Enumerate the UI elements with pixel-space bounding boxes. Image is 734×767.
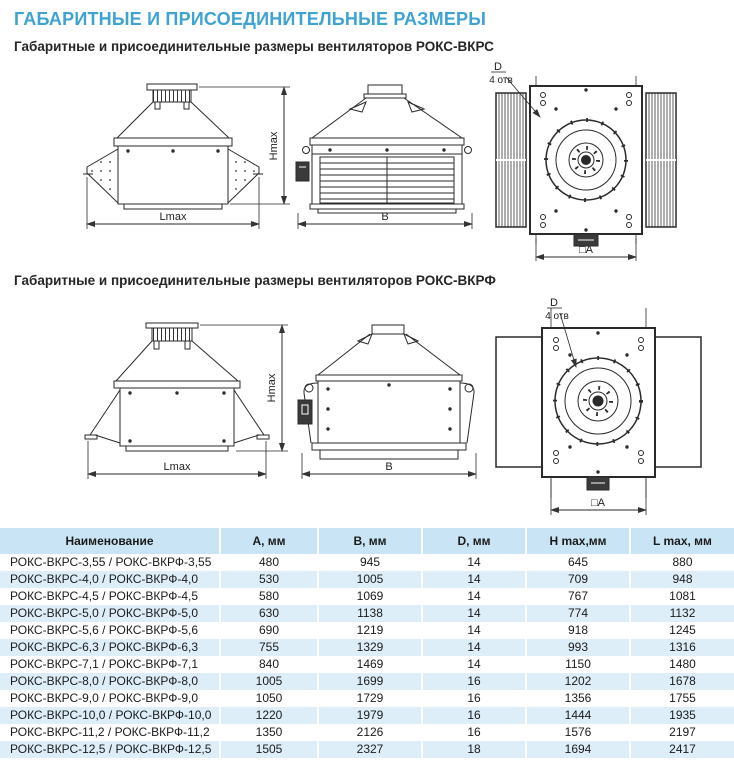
value-cell: 1050 (220, 690, 318, 707)
vkrf-hmax-label: Hmax (266, 373, 278, 403)
vkrs-drawings (0, 61, 734, 269)
value-cell: 16 (422, 690, 526, 707)
value-cell: 709 (526, 571, 630, 588)
value-cell: 14 (422, 639, 526, 656)
header-d: D, мм (422, 528, 526, 554)
model-name-cell: РОКС-ВКРС-8,0 / РОКС-ВКРФ-8,0 (0, 673, 220, 690)
value-cell: 1576 (526, 724, 630, 741)
value-cell: 14 (422, 554, 526, 571)
value-cell: 14 (422, 622, 526, 639)
vkrs-lmax-label: Lmax (159, 211, 187, 223)
value-cell: 1979 (318, 707, 422, 724)
table-row (0, 673, 734, 690)
value-cell: 755 (220, 639, 318, 656)
value-cell: 1219 (318, 622, 422, 639)
value-cell: 2417 (630, 741, 734, 758)
table-header-row (0, 528, 734, 554)
model-name-cell: РОКС-ВКРС-5,0 / РОКС-ВКРФ-5,0 (0, 605, 220, 622)
vkrf-lmax-label: Lmax (163, 461, 191, 473)
value-cell: 16 (422, 707, 526, 724)
value-cell: 1678 (630, 673, 734, 690)
value-cell: 690 (220, 622, 318, 639)
value-cell: 1316 (630, 639, 734, 656)
value-cell: 1132 (630, 605, 734, 622)
value-cell: 1069 (318, 588, 422, 605)
value-cell: 918 (526, 622, 630, 639)
table-row (0, 639, 734, 656)
value-cell: 1220 (220, 707, 318, 724)
value-cell: 1480 (630, 656, 734, 673)
value-cell: 580 (220, 588, 318, 605)
value-cell: 2327 (318, 741, 422, 758)
model-name-cell: РОКС-ВКРС-6,3 / РОКС-ВКРФ-6,3 (0, 639, 220, 656)
value-cell: 1350 (220, 724, 318, 741)
value-cell: 18 (422, 741, 526, 758)
value-cell: 1444 (526, 707, 630, 724)
table-row (0, 656, 734, 673)
header-a: А, мм (220, 528, 318, 554)
vkrf-square-a-label: □A (591, 497, 605, 509)
header-name: Наименование (0, 528, 220, 554)
vkrf-drawings (0, 293, 734, 528)
value-cell: 630 (220, 605, 318, 622)
vkrf-front-view-drawing (85, 323, 288, 479)
value-cell: 1729 (318, 690, 422, 707)
vkrs-d-label: D (494, 61, 502, 73)
table-row (0, 741, 734, 758)
vkrf-d-label: D (550, 297, 558, 309)
table-row (0, 724, 734, 741)
value-cell: 1005 (220, 673, 318, 690)
vkrs-holes-label: 4 отв (489, 75, 513, 86)
page-title: ГАБАРИТНЫЕ И ПРИСОЕДИНИТЕЛЬНЫЕ РАЗМЕРЫ (14, 9, 487, 29)
value-cell: 1755 (630, 690, 734, 707)
table-row (0, 605, 734, 622)
value-cell: 1694 (526, 741, 630, 758)
table-row (0, 554, 734, 571)
vkrs-top-view-drawing (491, 72, 676, 261)
model-name-cell: РОКС-ВКРС-12,5 / РОКС-ВКРФ-12,5 (0, 741, 220, 758)
value-cell: 1329 (318, 639, 422, 656)
model-name-cell: РОКС-ВКРС-5,6 / РОКС-ВКРФ-5,6 (0, 622, 220, 639)
value-cell: 1245 (630, 622, 734, 639)
dimensions-table (0, 528, 734, 758)
model-name-cell: РОКС-ВКРС-10,0 / РОКС-ВКРФ-10,0 (0, 707, 220, 724)
value-cell: 880 (630, 554, 734, 571)
value-cell: 645 (526, 554, 630, 571)
value-cell: 1138 (318, 605, 422, 622)
vkrf-holes-label: 4 отв (545, 311, 569, 322)
vkrs-hmax-label: Hmax (268, 131, 280, 161)
value-cell: 530 (220, 571, 318, 588)
model-name-cell: РОКС-ВКРС-4,0 / РОКС-ВКРФ-4,0 (0, 571, 220, 588)
vkrs-side-view-drawing (296, 85, 472, 229)
value-cell: 1150 (526, 656, 630, 673)
model-name-cell: РОКС-ВКРС-7,1 / РОКС-ВКРФ-7,1 (0, 656, 220, 673)
value-cell: 14 (422, 571, 526, 588)
value-cell: 14 (422, 656, 526, 673)
value-cell: 1356 (526, 690, 630, 707)
value-cell: 480 (220, 554, 318, 571)
table-row (0, 707, 734, 724)
section-title-vkrs: Габаритные и присоединительные размеры вентиляторов РОКС-ВКРС (14, 39, 494, 54)
value-cell: 16 (422, 724, 526, 741)
value-cell: 1505 (220, 741, 318, 758)
vkrs-b-label: B (381, 211, 389, 223)
header-hmax: Н max,мм (526, 528, 630, 554)
value-cell: 840 (220, 656, 318, 673)
model-name-cell: РОКС-ВКРС-4,5 / РОКС-ВКРФ-4,5 (0, 588, 220, 605)
value-cell: 1081 (630, 588, 734, 605)
vkrf-side-view-drawing (298, 325, 476, 479)
value-cell: 1202 (526, 673, 630, 690)
value-cell: 1935 (630, 707, 734, 724)
value-cell: 993 (526, 639, 630, 656)
vkrs-square-a-label: □A (579, 244, 593, 256)
model-name-cell: РОКС-ВКРС-9,0 / РОКС-ВКРФ-9,0 (0, 690, 220, 707)
value-cell: 1699 (318, 673, 422, 690)
table-row (0, 571, 734, 588)
header-lmax: L max, мм (630, 528, 734, 554)
table-row (0, 588, 734, 605)
value-cell: 948 (630, 571, 734, 588)
value-cell: 14 (422, 605, 526, 622)
vkrs-front-view-drawing (83, 84, 290, 229)
model-name-cell: РОКС-ВКРС-3,55 / РОКС-ВКРФ-3,55 (0, 554, 220, 571)
header-b: В, мм (318, 528, 422, 554)
section-title-vkrf: Габаритные и присоединительные размеры вентиляторов РОКС-ВКРФ (14, 273, 496, 288)
value-cell: 774 (526, 605, 630, 622)
model-name-cell: РОКС-ВКРС-11,2 / РОКС-ВКРФ-11,2 (0, 724, 220, 741)
table-row (0, 690, 734, 707)
table-row (0, 622, 734, 639)
value-cell: 767 (526, 588, 630, 605)
value-cell: 1469 (318, 656, 422, 673)
value-cell: 1005 (318, 571, 422, 588)
value-cell: 14 (422, 588, 526, 605)
vkrf-b-label: B (385, 461, 393, 473)
value-cell: 2126 (318, 724, 422, 741)
value-cell: 945 (318, 554, 422, 571)
value-cell: 16 (422, 673, 526, 690)
value-cell: 2197 (630, 724, 734, 741)
vkrf-top-view-drawing (496, 308, 701, 515)
